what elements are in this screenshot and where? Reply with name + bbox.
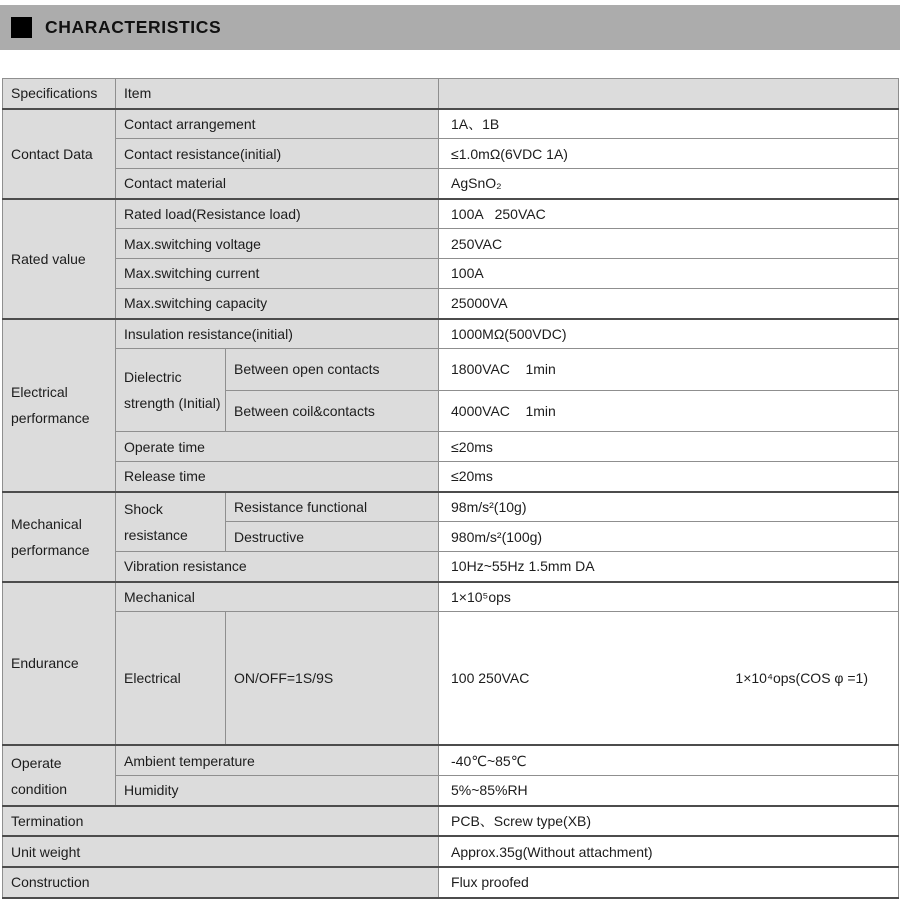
subitem-cell: Resistance functional [226,492,439,522]
table-row [3,551,899,581]
value-cell: 100A [439,259,899,289]
value-cell: ≤20ms [439,432,899,462]
spec-group-label: Contact Data [3,109,116,199]
item-cell: Humidity [116,776,439,806]
column-header-value [439,79,899,109]
item-cell: Vibration resistance [116,551,439,581]
value-cell [439,612,899,746]
subitem-cell: Between open contacts [226,349,439,391]
item-cell: Dielectric strength (Initial) [116,349,226,432]
column-header-item: Item [116,79,439,109]
section-header [0,5,900,50]
value-cell: 1×10⁵ops [439,582,899,612]
item-cell: Contact material [116,169,439,199]
item-cell: Operate time [116,432,439,462]
table-row [3,139,899,169]
table-row [3,109,899,139]
spec-group-label: Mechanical performance [3,492,116,582]
value-cell: 10Hz~55Hz 1.5mm DA [439,551,899,581]
table-row [3,319,899,349]
table-row [3,229,899,259]
subitem-cell: Destructive [226,522,439,552]
table-row [3,582,899,612]
item-cell: Release time [116,461,439,491]
item-cell: Max.switching voltage [116,229,439,259]
spec-group-label: Operate condition [3,745,116,805]
value-cell: -40℃~85℃ [439,745,899,775]
value-cell: 250VAC [439,229,899,259]
spec-group-label: Electrical performance [3,319,116,492]
value-cell: 25000VA [439,288,899,318]
value-cell: AgSnO₂ [439,169,899,199]
table-row [3,776,899,806]
item-cell: Electrical [116,612,226,746]
value-left: 100 250VAC [451,670,530,687]
table-row [3,612,899,746]
table-row [3,806,899,837]
value-cell: 100A 250VAC [439,199,899,229]
table-row [3,461,899,491]
spec-group-label: Termination [3,806,439,837]
table-row [3,349,899,391]
item-cell: Ambient temperature [116,745,439,775]
value-cell: 98m/s²(10g) [439,492,899,522]
subitem-cell: ON/OFF=1S/9S [226,612,439,746]
value-cell: ≤1.0mΩ(6VDC 1A) [439,139,899,169]
section-marker-square-icon [11,17,32,38]
value-right: 1×10⁴ops(COS φ =1) [735,670,869,687]
table-row [3,199,899,229]
column-header-specifications: Specifications [3,79,116,109]
spec-group-label: Endurance [3,582,116,746]
table-header-row [3,79,899,109]
table-row [3,169,899,199]
section-title: CHARACTERISTICS [45,17,222,37]
item-cell: Rated load(Resistance load) [116,199,439,229]
item-cell: Insulation resistance(initial) [116,319,439,349]
spec-group-label: Rated value [3,199,116,319]
table-row [3,836,899,867]
item-cell: Max.switching current [116,259,439,289]
value-cell: 1000MΩ(500VDC) [439,319,899,349]
table-row [3,745,899,775]
spec-group-label: Unit weight [3,836,439,867]
value-cell: 1A、1B [439,109,899,139]
subitem-cell: Between coil&contacts [226,390,439,432]
table-row [3,288,899,318]
table-row [3,492,899,522]
characteristics-table [2,78,899,899]
value-cell: Approx.35g(Without attachment) [439,836,899,867]
item-cell: Mechanical [116,582,439,612]
item-cell: Shock resistance [116,492,226,552]
value-cell: 5%~85%RH [439,776,899,806]
value-cell: ≤20ms [439,461,899,491]
value-cell: 1800VAC 1min [439,349,899,391]
item-cell: Max.switching capacity [116,288,439,318]
value-cell: 4000VAC 1min [439,390,899,432]
value-cell: 980m/s²(100g) [439,522,899,552]
table-row [3,432,899,462]
value-cell: Flux proofed [439,867,899,898]
table-row [3,259,899,289]
item-cell: Contact resistance(initial) [116,139,439,169]
value-cell: PCB、Screw type(XB) [439,806,899,837]
spec-group-label: Construction [3,867,439,898]
table-row [3,867,899,898]
item-cell: Contact arrangement [116,109,439,139]
